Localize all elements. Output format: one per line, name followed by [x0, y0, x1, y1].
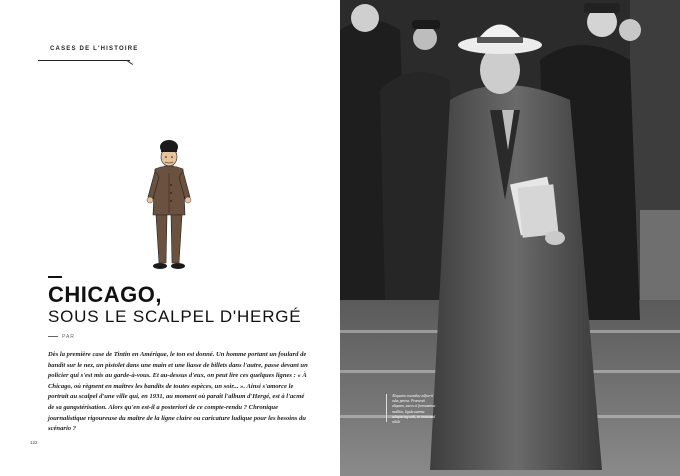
caption-rule — [386, 394, 387, 422]
headline-secondary: SOUS LE SCALPEL D'HERGÉ — [48, 307, 302, 326]
section-label: CASES DE L'HISTOIRE — [50, 46, 139, 52]
photo-caption: Aliquatos essendiae adfuerit odus paresa. Praesenti aliquam, saevo et formaminae mollitia, ligula summa adispiscing sedi, ne nunsanad nihile — [392, 394, 436, 425]
archival-photo — [340, 0, 680, 476]
headline-primary: CHICAGO, — [48, 282, 162, 307]
headline-dash — [48, 276, 62, 278]
section-rule — [38, 60, 130, 61]
byline: PAR — [48, 334, 75, 340]
cartoon-gangster-figure — [138, 135, 200, 275]
page-number: 122 — [30, 440, 38, 445]
right-page-photo — [340, 0, 680, 476]
intro-paragraph: Dès la première case de Tintin en Amérique, le ton est donné. Un homme portant un foulard de bandit sur le nez, un pistolet dans une main et une liasse de billets dans l'autre, passe devant un policier qui s'est mis au garde-à-vous. Et au-dessus d'eux, on peut lire ces quelques lignes : « À Chicago, où règnent en maîtres les bandits de toutes espèces, un soir... ». Ainsi s'amorce le portrait au scalpel d'une ville qui, en 1931, au moment où paraît l'album d'Hergé, est à l'acmé de sa gangstérisation. Alors qu'en est-il a posteriori de ce compte-rendu ? Chronique journalistique rigoureuse du maître de la ligne claire ou caricature ludique pour les besoins du scénario ? — [48, 351, 308, 433]
